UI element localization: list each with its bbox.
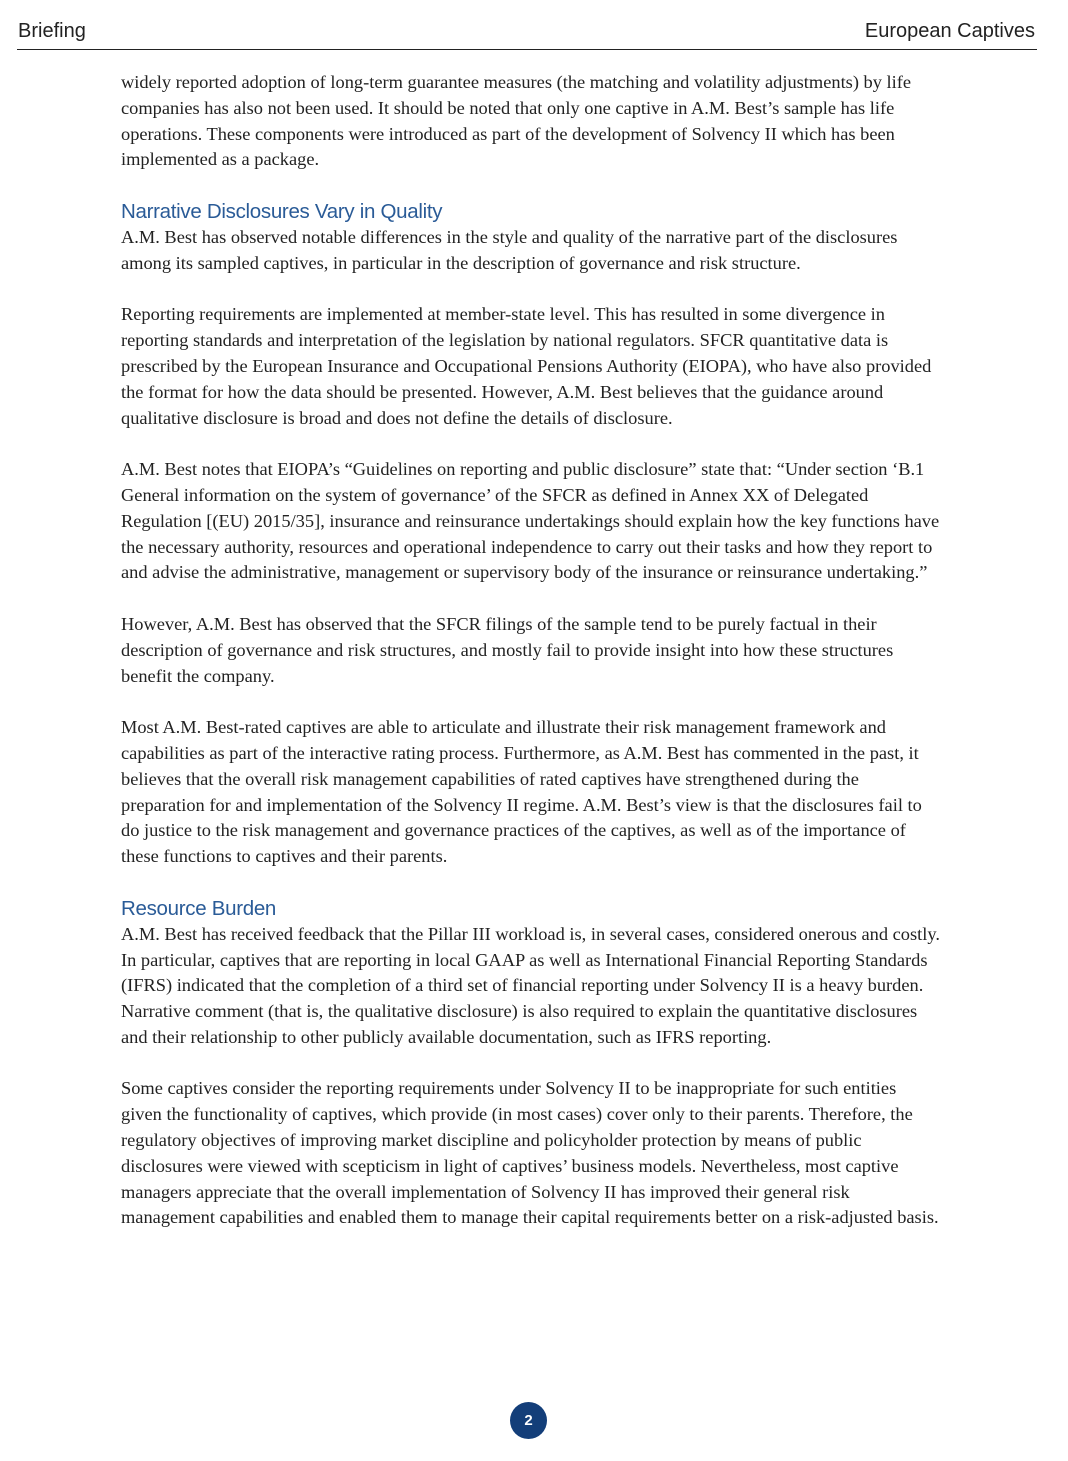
paragraph: Reporting requirements are implemented at member-state level. This has resulted in some divergence in reporting standards and interpretation of the legislation by national regulators. SFCR quantitative data is prescribed by the European Insurance and Occupational Pensions Authority (EIOPA), who have also provided the format for how the data should be presented. However, A.M. Best believes that the guidance around qualitative disclosure is broad and does not define the details of disclosure. (121, 304, 932, 428)
section-heading-resource-burden: Resource Burden (121, 896, 277, 920)
paragraph: However, A.M. Best has observed that the SFCR filings of the sample tend to be purely factual in their description of governance and risk structures, and mostly fail to provide insight into how these structures benefit the company. (121, 613, 894, 686)
header-report-title: European Captives (864, 20, 1035, 42)
page-number-badge: 2 (510, 1402, 547, 1439)
paragraph-quote: A.M. Best notes that EIOPA’s “Guidelines on reporting and public disclosure” state that: “Under section ‘B.1 General information on the system of governance’ of the SFCR as defined in Annex XX of Delegated Regulation [(EU) 2015/35], insurance and reinsurance undertakings should explain how the key functions have the necessary authority, resources and operational independence to carry out their tasks and how they report to and advise the administrative, management or supervisory body of the insurance or reinsurance undertaking.” (121, 459, 940, 583)
paragraph: Most A.M. Best-rated captives are able to articulate and illustrate their risk management framework and capabilities as part of the interactive rating process. Furthermore, as A.M. Best has commented in the past, it believes that the overall risk management capabilities of rated captives have strengthened during the preparation for and implementation of the Solvency II regime. A.M. Best’s view is that the disclosures fail to do justice to the risk management and governance practices of the captives, as well as of the importance of these functions to captives and their parents. (121, 717, 922, 867)
paragraph: A.M. Best has observed notable differences in the style and quality of the narrative part of the disclosures among its sampled captives, in particular in the description of governance and risk structure. (121, 226, 898, 273)
paragraph: A.M. Best has received feedback that the Pillar III workload is, in several cases, considered onerous and costly. In particular, captives that are reporting in local GAAP as well as International Financial Reporting Standards (IFRS) indicated that the completion of a third set of financial reporting under Solvency II is a heavy burden. Narrative comment (that is, the qualitative disclosure) is also required to explain the quantitative disclosures and their relationship to other publicly available documentation, such as IFRS reporting. (121, 923, 940, 1047)
paragraph-continued: widely reported adoption of long-term guarantee measures (the matching and volatility adjustments) by life companies has also not been used. It should be noted that only one captive in A.M. Best’s sample has life operations. These components were introduced as part of the development of Solvency II which has been implemented as a package. (121, 72, 912, 170)
header-section-label: Briefing (18, 20, 86, 42)
page-header (17, 18, 1037, 50)
paragraph: Some captives consider the reporting requirements under Solvency II to be inappropriate for such entities given the functionality of captives, which provide (in most cases) cover only to their parents. Therefore, the regulatory objectives of improving market discipline and policyholder protection by means of public disclosures were viewed with scepticism in light of captives’ business models. Nevertheless, most captive managers appreciate that the overall implementation of Solvency II has improved their general risk management capabilities and enabled them to manage their capital requirements better on a risk-adjusted basis. (121, 1078, 939, 1228)
article-body (121, 70, 941, 1257)
section-heading-narrative-disclosures: Narrative Disclosures Vary in Quality (121, 199, 443, 223)
